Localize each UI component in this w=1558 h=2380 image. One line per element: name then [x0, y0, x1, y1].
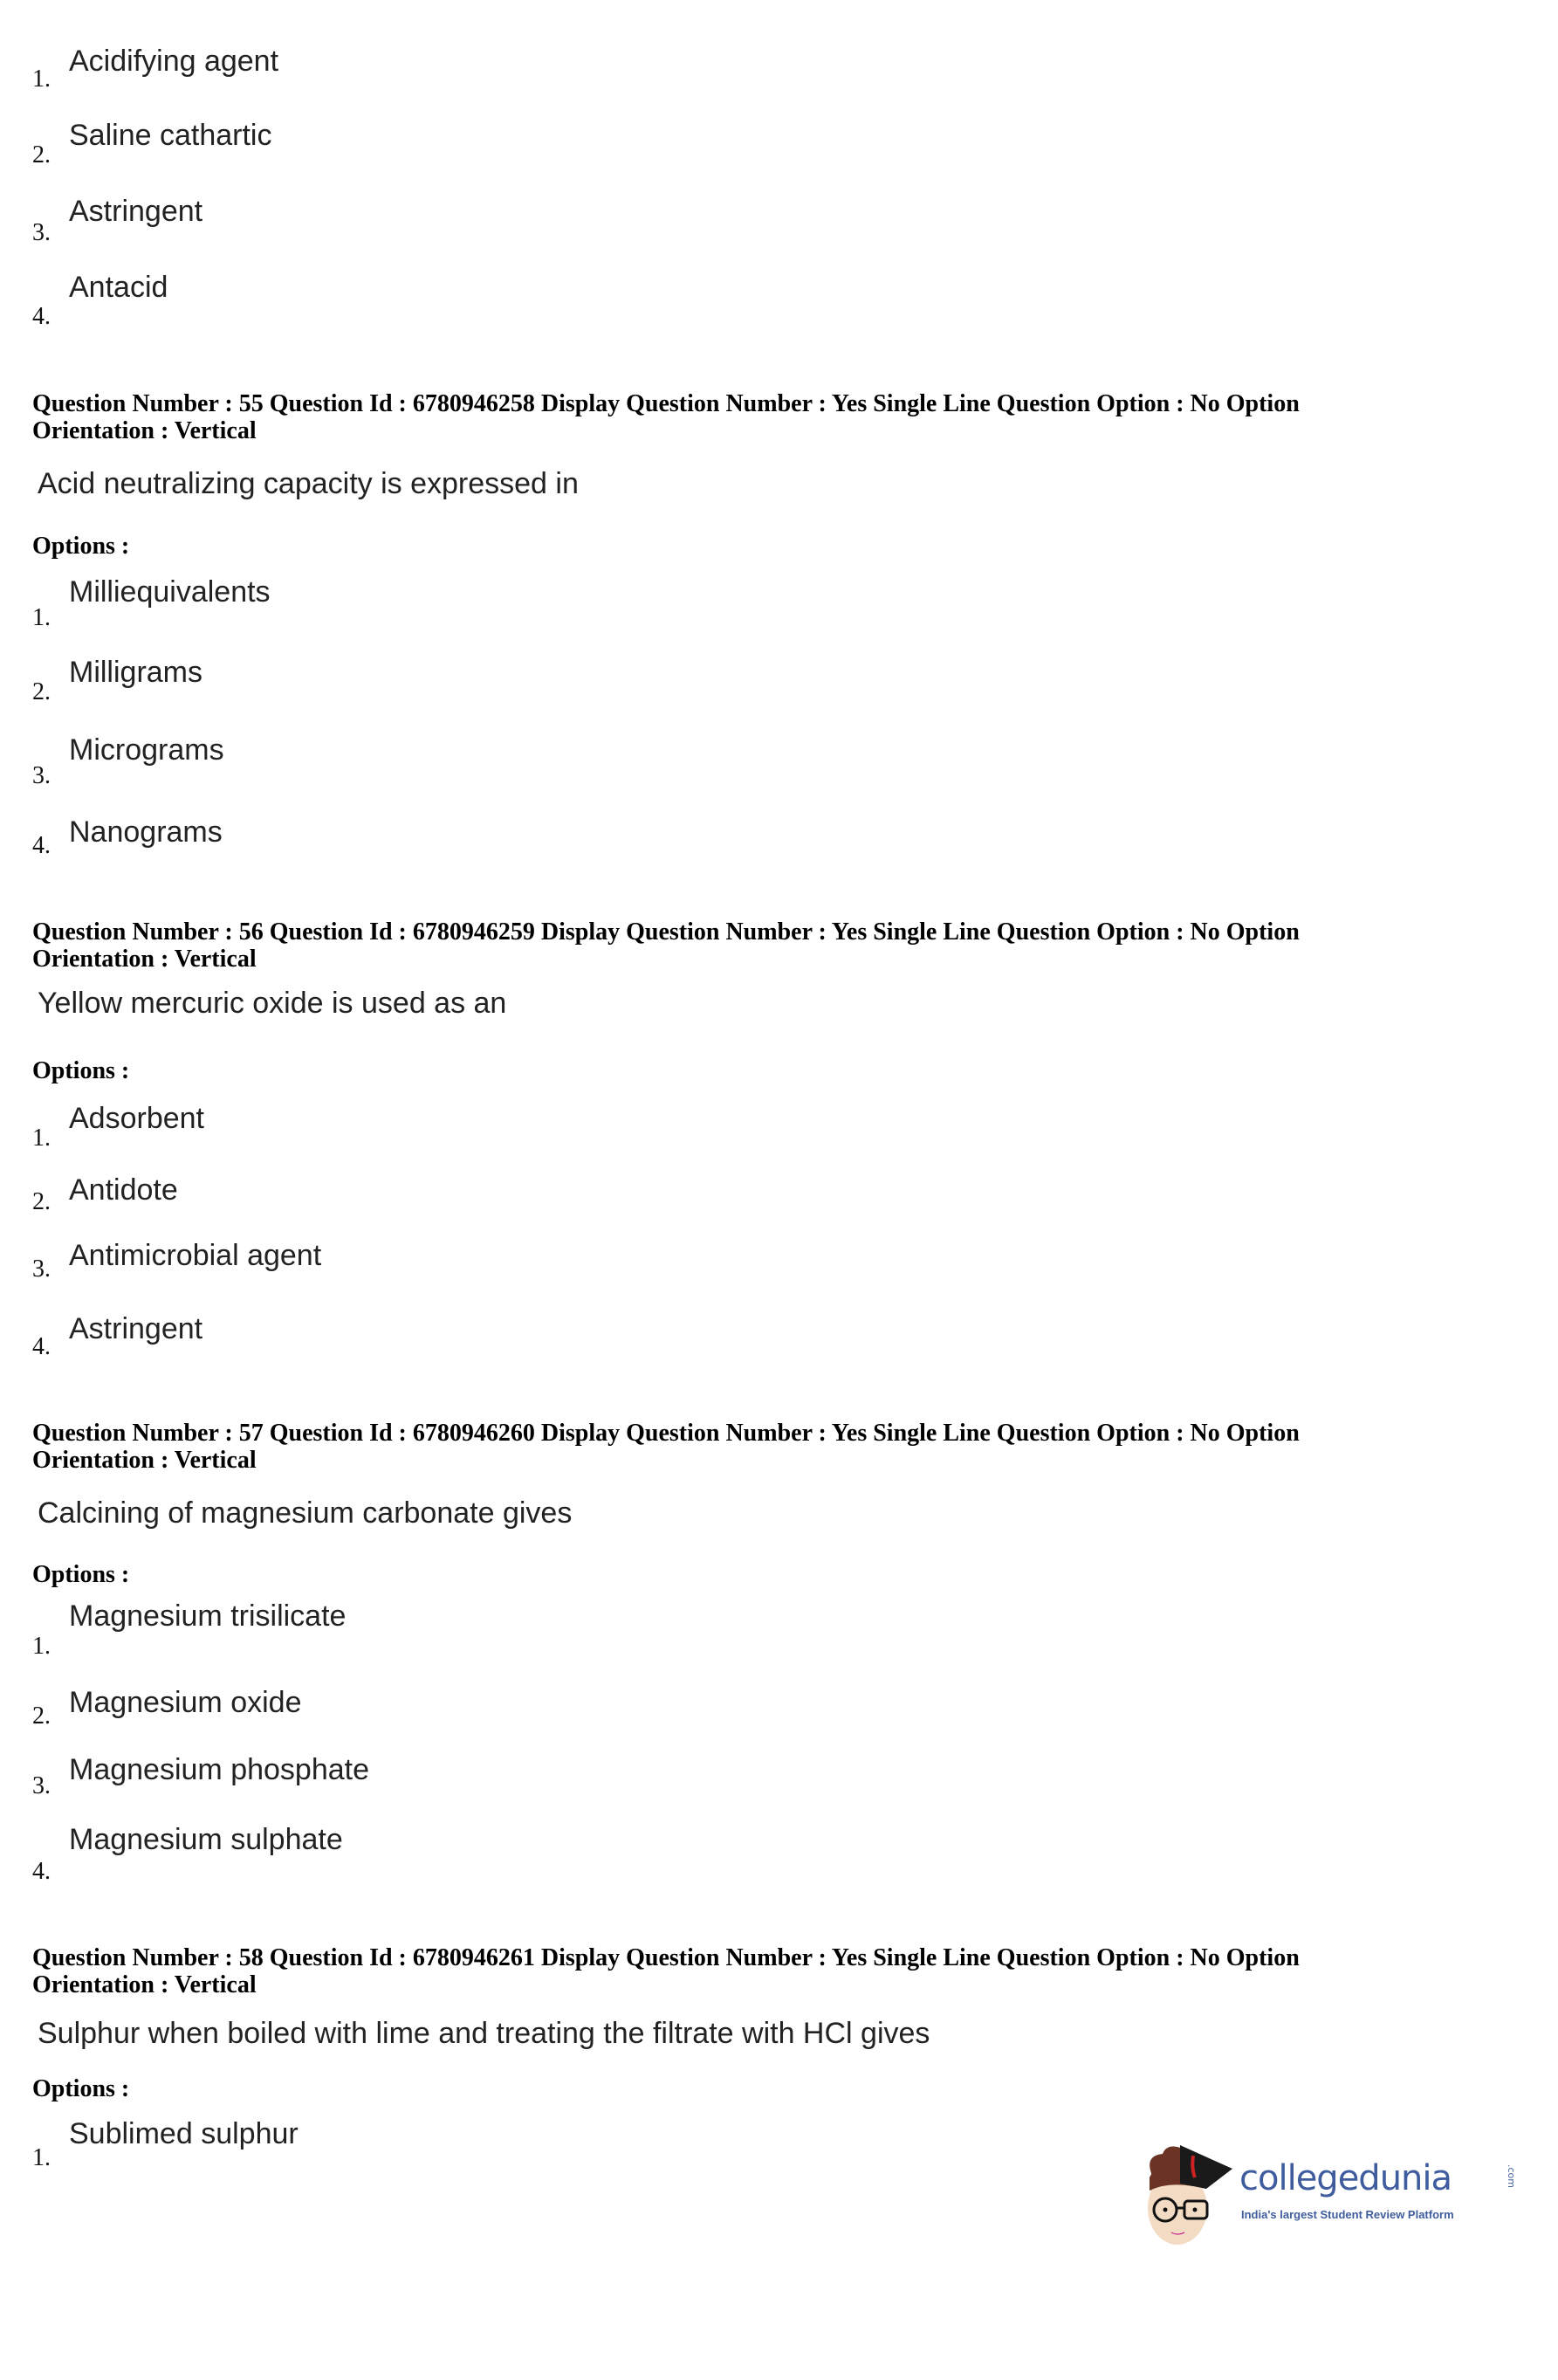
question-header: Question Number : 57 Question Id : 6780946260 Display Question Number : Yes Single Line Question Option : No Option	[32, 1420, 1300, 1447]
option-number: 3.	[32, 1772, 51, 1799]
question-text: Yellow mercuric oxide is used as an	[38, 987, 507, 1020]
option-text: Micrograms	[69, 733, 224, 767]
option-number: 4.	[32, 1333, 51, 1360]
option-text: Magnesium oxide	[69, 1686, 302, 1719]
option-text: Magnesium trisilicate	[69, 1599, 347, 1633]
option-number: 4.	[32, 303, 51, 330]
option-number: 1.	[32, 2144, 51, 2171]
option-text: Magnesium phosphate	[69, 1753, 370, 1786]
option-number: 2.	[32, 1188, 51, 1215]
option-text: Milliequivalents	[69, 575, 271, 609]
logo-name: collegedunia	[1239, 2158, 1452, 2198]
options-label: Options :	[32, 1561, 130, 1588]
option-number: 3.	[32, 219, 51, 246]
options-label: Options :	[32, 1057, 130, 1084]
option-text: Sublimed sulphur	[69, 2117, 299, 2150]
option-text: Adsorbent	[69, 1102, 204, 1135]
option-text: Antidote	[69, 1173, 178, 1207]
question-text: Acid neutralizing capacity is expressed in	[38, 467, 579, 500]
options-label: Options :	[32, 533, 130, 560]
option-text: Milligrams	[69, 656, 202, 689]
option-text: Astringent	[69, 195, 203, 228]
option-text: Magnesium sulphate	[69, 1823, 343, 1856]
option-number: 2.	[32, 678, 51, 705]
question-text: Calcining of magnesium carbonate gives	[38, 1496, 573, 1530]
option-number: 1.	[32, 1125, 51, 1152]
option-number: 3.	[32, 1255, 51, 1283]
option-number: 4.	[32, 832, 51, 859]
question-header: Orientation : Vertical	[32, 1447, 257, 1474]
option-number: 1.	[32, 65, 51, 93]
collegedunia-logo	[1141, 2138, 1551, 2252]
question-header: Orientation : Vertical	[32, 1971, 257, 1998]
option-text: Antimicrobial agent	[69, 1239, 322, 1272]
question-header: Question Number : 58 Question Id : 6780946261 Display Question Number : Yes Single Line Question Option : No Option	[32, 1944, 1300, 1971]
option-text: Nanograms	[69, 815, 223, 849]
mascot-icon	[1141, 2138, 1237, 2252]
option-text: Acidifying agent	[69, 45, 279, 78]
option-number: 2.	[32, 141, 51, 169]
option-number: 1.	[32, 1633, 51, 1660]
option-text: Astringent	[69, 1312, 203, 1345]
option-text: Saline cathartic	[69, 119, 272, 152]
option-number: 3.	[32, 762, 51, 789]
question-header: Orientation : Vertical	[32, 417, 257, 444]
question-header: Orientation : Vertical	[32, 946, 257, 973]
options-label: Options :	[32, 2075, 130, 2102]
question-header: Question Number : 56 Question Id : 6780946259 Display Question Number : Yes Single Line Question Option : No Option	[32, 918, 1300, 946]
option-number: 2.	[32, 1702, 51, 1730]
option-text: Antacid	[69, 271, 168, 304]
question-header: Question Number : 55 Question Id : 6780946258 Display Question Number : Yes Single Line Question Option : No Option	[32, 390, 1300, 417]
option-number: 4.	[32, 1858, 51, 1885]
question-text: Sulphur when boiled with lime and treating the filtrate with HCl gives	[38, 2017, 930, 2050]
logo-tagline: India's largest Student Review Platform	[1241, 2208, 1454, 2221]
logo-suffix: .com	[1506, 2164, 1517, 2188]
option-number: 1.	[32, 604, 51, 631]
